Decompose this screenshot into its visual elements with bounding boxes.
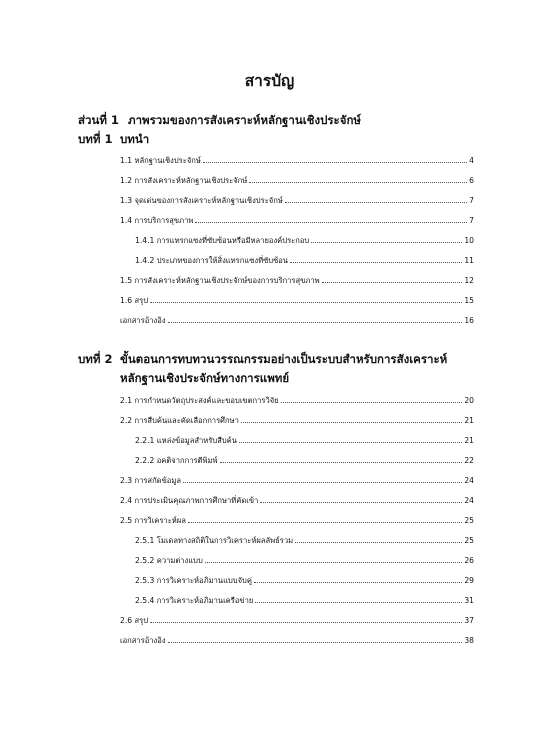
part-title: ภาพรวมของการสังเคราะห์หลักฐานเชิงประจักษ์ (128, 113, 362, 127)
leader-dots (241, 422, 462, 423)
leader-dots (295, 542, 462, 543)
leader-dots (195, 222, 467, 223)
toc-entry[interactable] (135, 575, 474, 587)
toc-entry-page: 38 (464, 636, 474, 645)
toc-entry-label: 1.3 จุดเด่นของการสังเคราะห์หลักฐานเชิงประจักษ์ (120, 196, 283, 205)
leader-dots (260, 502, 462, 503)
leader-dots (255, 602, 462, 603)
toc-entry-page: 6 (469, 176, 474, 185)
toc-entry-page: 21 (464, 416, 474, 425)
toc-entry[interactable] (120, 275, 474, 287)
toc-entry-page: 25 (464, 516, 474, 525)
toc-entry-page: 11 (464, 256, 474, 265)
toc-entry[interactable] (135, 535, 474, 547)
toc-entry-page: 4 (469, 156, 474, 165)
toc-entry[interactable] (120, 155, 474, 167)
leader-dots (322, 282, 463, 283)
toc-entry[interactable] (120, 475, 474, 487)
chapter-title: บทนำ (120, 132, 150, 146)
toc-entry[interactable] (120, 195, 474, 207)
leader-dots (188, 522, 462, 523)
toc-entry-page: 37 (464, 616, 474, 625)
toc-entry-label: 1.4 การบริการสุขภาพ (120, 216, 194, 225)
leader-dots (168, 642, 463, 643)
toc-entry-label: 1.2 การสังเคราะห์หลักฐานเชิงประจักษ์ (120, 176, 248, 185)
toc-entry[interactable] (120, 615, 474, 627)
toc-entry-label: 1.4.2 ประเภทของการให้สิ่งแทรกแซงที่ซับซ้อน (135, 256, 288, 265)
leader-dots (239, 442, 462, 443)
toc-entry-page: 12 (464, 276, 474, 285)
leader-dots (183, 482, 462, 483)
toc-entry[interactable] (135, 255, 474, 267)
leader-dots (254, 582, 462, 583)
toc-entry-label: เอกสารอ้างอิง (120, 316, 166, 325)
toc-entry-label: 2.5.4 การวิเคราะห์อภิมานเครือข่าย (135, 596, 254, 605)
leader-dots (205, 562, 463, 563)
toc-entry-label: 1.4.1 การแทรกแซงที่ซับซ้อนหรือมีหลายองค์ประกอบ (135, 236, 310, 245)
leader-dots (168, 322, 463, 323)
toc-entry[interactable] (120, 415, 474, 427)
toc-entry-page: 7 (469, 196, 474, 205)
toc-entry[interactable] (120, 175, 474, 187)
toc-entry[interactable] (120, 315, 474, 327)
chapter-number: บทที่ 2 (78, 352, 113, 366)
toc-entry-page: 24 (464, 496, 474, 505)
toc-entry[interactable] (135, 455, 474, 467)
toc-entry-label: 2.4 การประเมินคุณภาพการศึกษาที่คัดเข้า (120, 496, 259, 505)
leader-dots (281, 402, 463, 403)
leader-dots (285, 202, 467, 203)
toc-entry[interactable] (135, 235, 474, 247)
toc-entry-page: 31 (464, 596, 474, 605)
toc-entry-label: 2.2 การสืบค้นและคัดเลือกการศึกษา (120, 416, 239, 425)
part-heading (78, 112, 361, 130)
toc-entry[interactable] (135, 435, 474, 447)
leader-dots (249, 182, 467, 183)
chapter-title-line2: หลักฐานเชิงประจักษ์ทางการแพทย์ (120, 371, 290, 385)
chapter-title-line1: ขั้นตอนการทบทวนวรรณกรรมอย่างเป็นระบบสำหรับการสังเคราะห์ (120, 352, 448, 366)
toc-entry-label: 2.1 การกำหนดวัตถุประสงค์และขอบเขตการวิจัย (120, 396, 279, 405)
toc-entry-page: 10 (464, 236, 474, 245)
toc-entry[interactable] (120, 295, 474, 307)
toc-entry-label: 2.5.1 โมเดลทางสถิติในการวิเคราะห์ผลลัพธ์รวม (135, 536, 294, 545)
toc-entry-page: 21 (464, 436, 474, 445)
toc-entry-label: 1.5 การสังเคราะห์หลักฐานเชิงประจักษ์ของการบริการสุขภาพ (120, 276, 320, 285)
toc-entry-page: 16 (464, 316, 474, 325)
toc-entry-label: 2.2.2 อคติจากการตีพิมพ์ (135, 456, 218, 465)
leader-dots (150, 302, 462, 303)
leader-dots (311, 242, 462, 243)
toc-entry-label: 2.5 การวิเคราะห์ผล (120, 516, 186, 525)
toc-entry[interactable] (120, 215, 474, 227)
toc-entry-page: 29 (464, 576, 474, 585)
toc-entry[interactable] (120, 515, 474, 527)
toc-entry-label: เอกสารอ้างอิง (120, 636, 166, 645)
toc-entry-label: 1.6 สรุป (120, 296, 149, 305)
toc-entry-label: 1.1 หลักฐานเชิงประจักษ์ (120, 156, 201, 165)
toc-entry[interactable] (120, 635, 474, 647)
toc-entry-page: 7 (469, 216, 474, 225)
page-title: สารบัญ (244, 72, 295, 90)
toc-entry-page: 24 (464, 476, 474, 485)
toc-entry-page: 22 (464, 456, 474, 465)
toc-entry-page: 25 (464, 536, 474, 545)
leader-dots (220, 462, 463, 463)
toc-entry[interactable] (120, 495, 474, 507)
toc-entry[interactable] (135, 555, 474, 567)
toc-entry-page: 15 (464, 296, 474, 305)
toc-entry-page: 20 (464, 396, 474, 405)
leader-dots (150, 622, 462, 623)
toc-entry[interactable] (120, 395, 474, 407)
toc-entry[interactable] (135, 595, 474, 607)
toc-entry-page: 26 (464, 556, 474, 565)
leader-dots (290, 262, 462, 263)
toc-entry-label: 2.5.2 ความต่างแบบ (135, 556, 203, 565)
chapter-number: บทที่ 1 (78, 132, 113, 146)
toc-entry-label: 2.2.1 แหล่งข้อมูลสำหรับสืบค้น (135, 436, 237, 445)
toc-entry-label: 2.6 สรุป (120, 616, 149, 625)
leader-dots (203, 162, 467, 163)
toc-entry-label: 2.3 การสกัดข้อมูล (120, 476, 182, 485)
part-number: ส่วนที่ 1 (78, 113, 119, 127)
toc-entry-label: 2.5.3 การวิเคราะห์อภิมานแบบจับคู่ (135, 576, 252, 585)
